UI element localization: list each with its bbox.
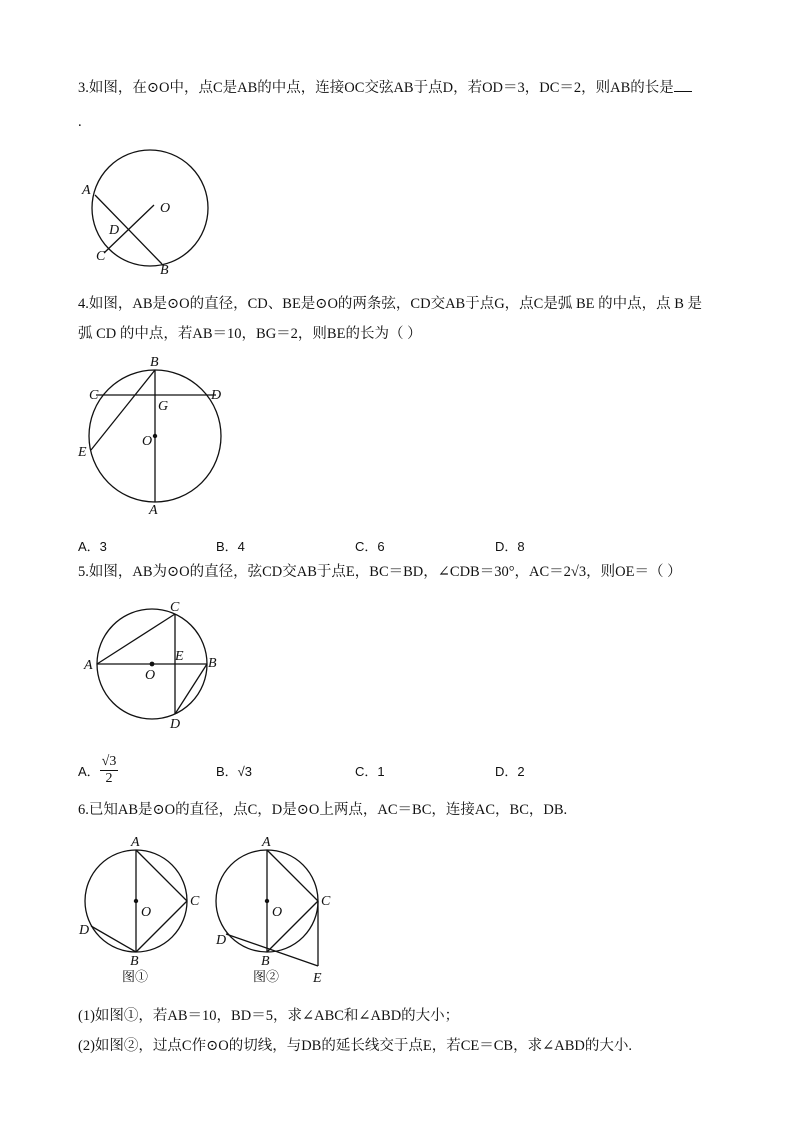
q6-text-line1: 6.已知AB是⊙O的直径，点C，D是⊙O上两点，AC＝BC，连接AC，BC，DB.: [78, 802, 568, 818]
q4-text-line2: 弧 CD 的中点，若AB＝10，BG＝2，则BE的长为（ ）: [78, 326, 422, 342]
q5-option-a-numerator: √3: [101, 753, 117, 769]
q6-fig2-line-dbe: [226, 934, 318, 966]
q4-label-b: B: [150, 355, 159, 370]
q3-label-b: B: [160, 263, 169, 278]
q6-fig2-caption: 图②: [253, 969, 280, 984]
q6-subquestion-1: (1)如图①，若AB＝10，BD＝5，求∠ABC和∠ABD的大小；: [78, 1008, 460, 1024]
q3-statement: 3.如图，在⊙O中，点C是AB的中点，连接OC交弦AB于点D，若OD＝3，DC＝2，则AB的长是: [78, 80, 674, 96]
q6-fig1-label-c: C: [190, 894, 200, 909]
q3-label-d: D: [109, 223, 120, 238]
q5-text-line1: 5.如图，AB为⊙O的直径，弦CD交AB于点E，BC＝BD，∠CDB＝30°，AC＝2√3，则OE＝（ ）: [78, 564, 682, 580]
q4-label-a: A: [149, 503, 158, 518]
q4-label-d: D: [211, 388, 222, 403]
q6-fig2-label-c: C: [321, 894, 331, 909]
q6-fig1-caption: 图①: [122, 969, 149, 984]
q6-fig1-label-a: A: [131, 835, 140, 850]
q6-fig2-segment-ac: [267, 850, 318, 901]
q4-option-c[interactable]: C．6: [355, 539, 385, 554]
q6-fig2-label-b: B: [261, 954, 270, 969]
q6-fig1-segment-db: [91, 926, 136, 952]
q3-label-c: C: [96, 249, 106, 264]
q3-label-a: A: [82, 183, 91, 198]
q5-label-a: A: [84, 658, 93, 673]
q6-fig1-label-b: B: [130, 954, 139, 969]
q6-fig1: [78, 835, 200, 984]
q5-option-c[interactable]: C．1: [355, 764, 385, 779]
q5-label-o: O: [145, 668, 156, 683]
q3-text-line2: .: [78, 114, 82, 130]
q4-option-b[interactable]: B．4: [216, 539, 245, 554]
q5-label-c: C: [170, 600, 180, 615]
q4-option-a[interactable]: A．3: [78, 539, 107, 554]
q6-fig2-label-o: O: [272, 905, 283, 920]
q5-option-b[interactable]: B．√3: [216, 764, 253, 779]
q4-label-c: C: [89, 388, 99, 403]
q6-fig1-segment-ac: [136, 850, 187, 901]
q4-label-o: O: [142, 434, 153, 449]
q6-fig1-label-o: O: [141, 905, 152, 920]
q5-label-d: D: [170, 717, 181, 732]
q6-fig2-label-a: A: [262, 835, 271, 850]
q6-fig1-label-d: D: [79, 923, 90, 938]
q3-label-o: O: [160, 201, 171, 216]
q5-option-a-prefix: A．: [78, 763, 100, 779]
q4-label-g: G: [158, 399, 169, 414]
q5-label-e: E: [175, 649, 184, 664]
q6-fig2: [215, 835, 331, 986]
q4-label-e: E: [78, 445, 87, 460]
q5-label-b: B: [208, 656, 217, 671]
q4-option-d[interactable]: D．8: [495, 539, 525, 554]
q5-option-d[interactable]: D．2: [495, 764, 525, 779]
q6-fig1-center-dot: [134, 899, 138, 903]
q4-text-line1: 4.如图，AB是⊙O的直径，CD、BE是⊙O的两条弦，CD交AB于点G，点C是弧 BE 的中点，点 B 是: [78, 296, 703, 312]
q6-fig2-label-d: D: [216, 933, 227, 948]
q6-fig2-center-dot: [265, 899, 269, 903]
q5-option-a-denominator: 2: [105, 770, 113, 786]
q6-subquestion-2: (2)如图②，过点C作⊙O的切线，与DB的延长线交于点E，若CE＝CB，求∠ABD的大小.: [78, 1038, 632, 1054]
q6-fig2-label-e: E: [313, 971, 322, 986]
